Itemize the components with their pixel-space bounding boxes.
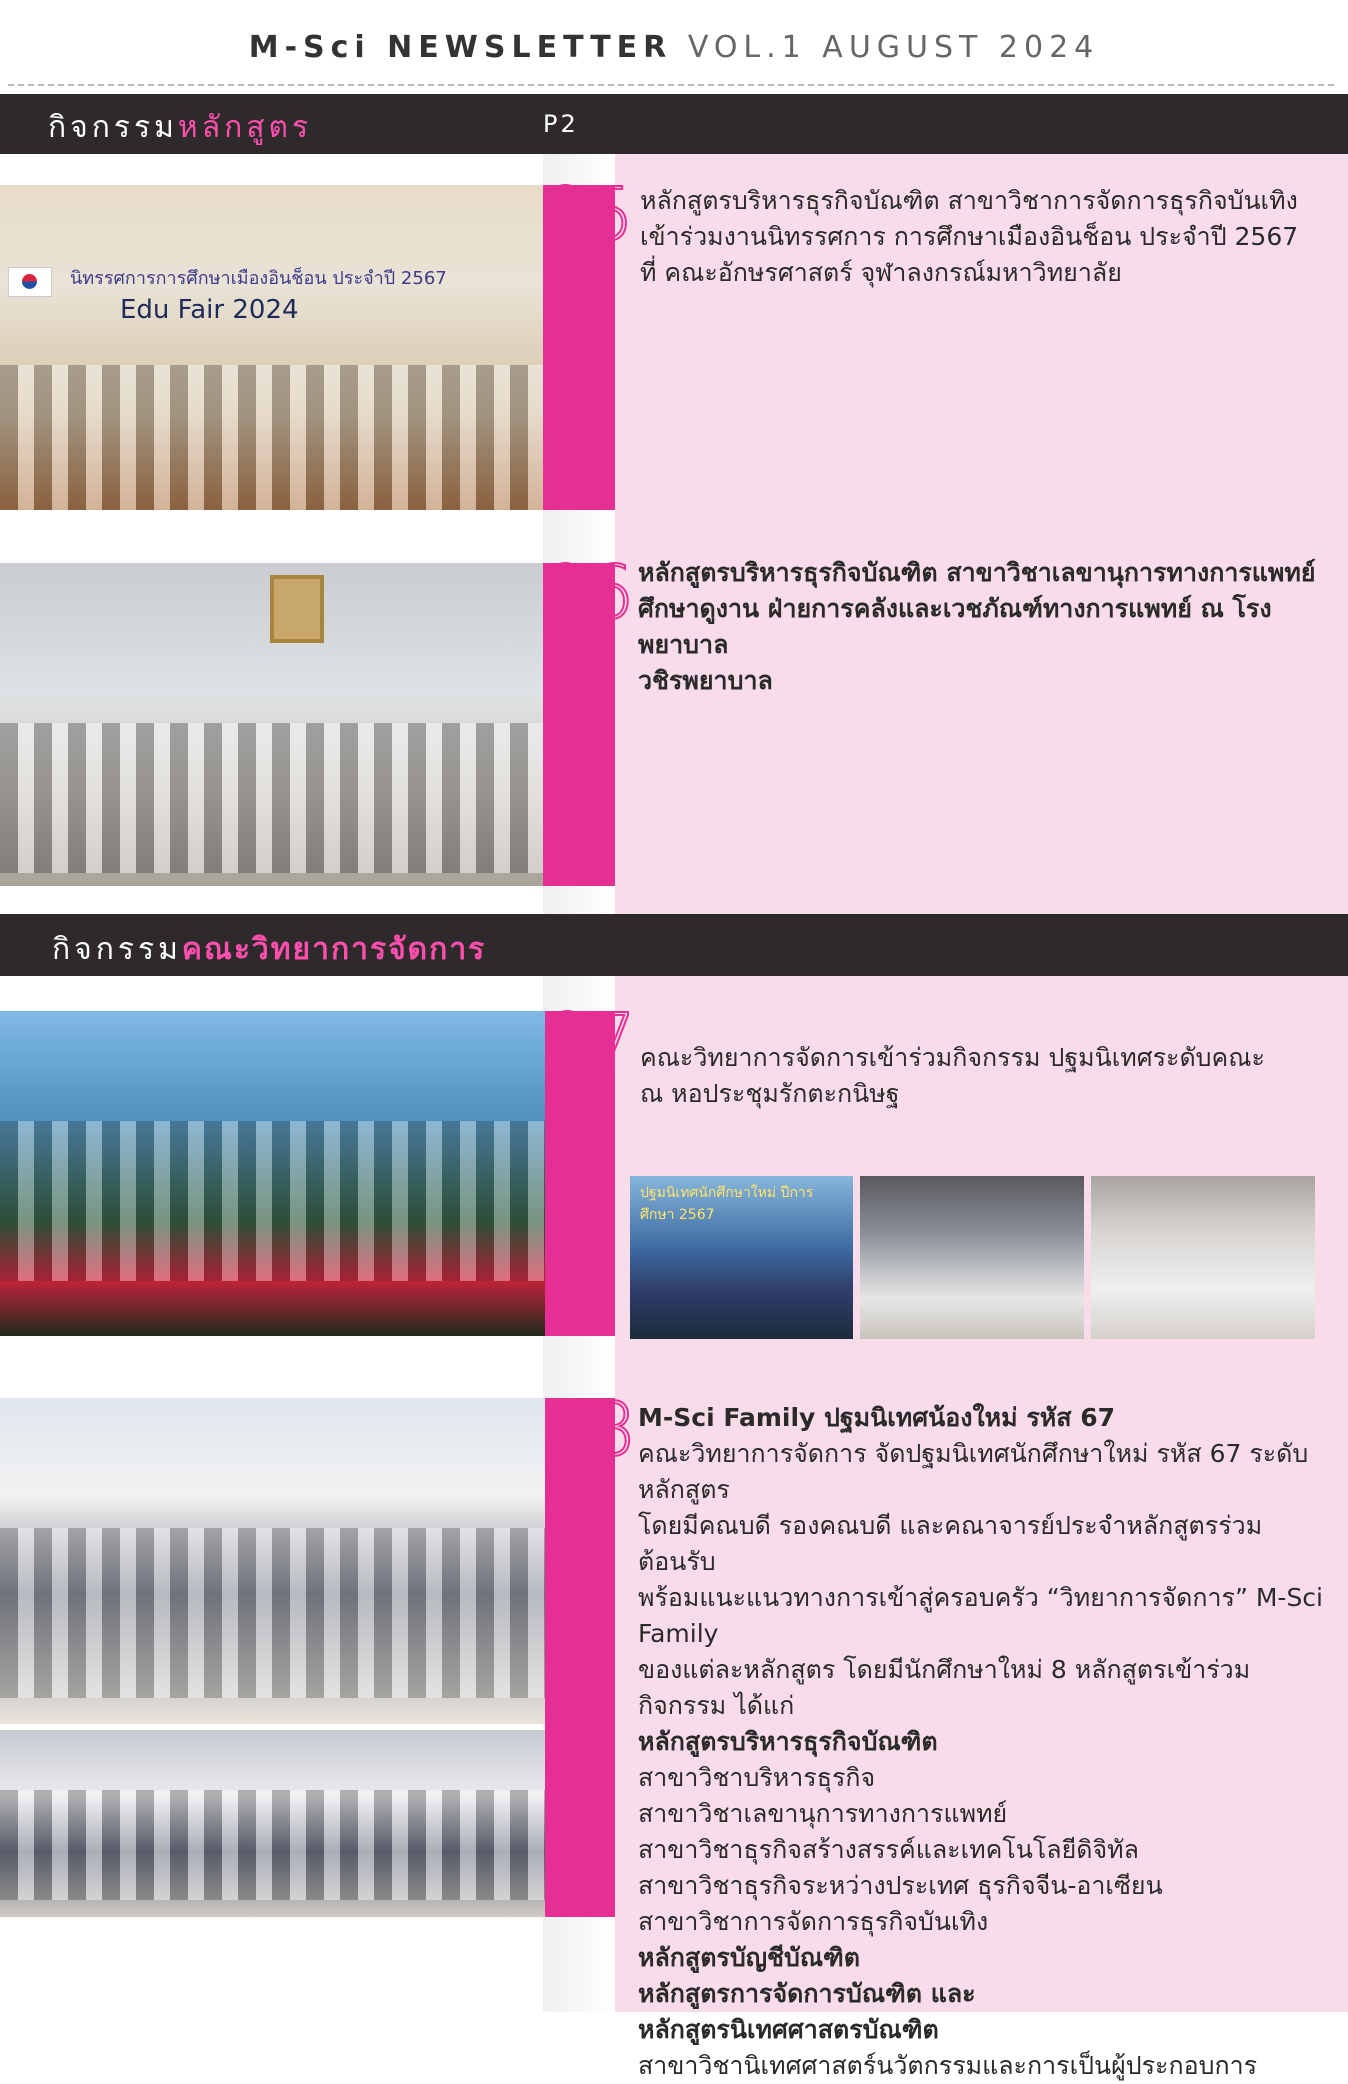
program-item: สาขาวิชานิเทศศาสตร์นวัตกรรมและการเป็นผู้ประกอบการ [638,2051,1258,2080]
item-05-line: เข้าร่วมงานนิทรรศการ การศึกษาเมืองอินช็อน ประจำปี 2567 [640,222,1299,251]
program-item: หลักสูตรนิเทศศาสตรบัณฑิต [638,2015,939,2044]
royal-portrait [270,575,324,643]
program-item: สาขาวิชาเลขานุการทางการแพทย์ [638,1799,1008,1828]
masthead [0,30,1348,65]
section-title-highlight: คณะวิทยาการจัดการ [181,932,487,967]
group-people [0,1121,545,1281]
program-item: หลักสูตรบัญชีบัณฑิต [638,1943,861,1972]
section-title-prefix: กิจกรรม [48,110,178,145]
item-06-text [638,555,1338,699]
thumb-orientation-stage [630,1176,853,1339]
program-item: สาขาวิชาบริหารธุรกิจ [638,1763,876,1792]
program-item: สาขาวิชาธุรกิจระหว่างประเทศ ธุรกิจจีน-อาเซียน [638,1871,1163,1900]
item-05-line: หลักสูตรบริหารธุรกิจบัณฑิต สาขาวิชาการจัดการธุรกิจบันเทิง [640,186,1298,215]
photo-banner-text: นิทรรศการการศึกษาเมืองอินช็อน ประจำปี 2567 [70,268,447,289]
photo-hospital-visit [0,563,543,886]
page-number: P2 [543,110,579,138]
newsletter-issue: VOL.1 AUGUST 2024 [687,30,1100,65]
program-item: สาขาวิชาการจัดการธุรกิจบันเทิง [638,1907,989,1936]
header-divider [8,84,1334,86]
item-06-line: ศึกษาดูงาน ฝ่ายการคลังและเวชภัณฑ์ทางการแพทย์ ณ โรงพยาบาล [638,594,1272,659]
item-08-line: พร้อมแนะแนวทางการเข้าสู่ครอบครัว “วิทยาการจัดการ” M-Sci Family [638,1583,1323,1648]
program-item: หลักสูตรบริหารธุรกิจบัณฑิต [638,1727,938,1756]
item-06-line: หลักสูตรบริหารธุรกิจบัณฑิต สาขาวิชาเลขานุการทางการแพทย์ [638,558,1316,587]
photo-msci-family-group [0,1398,545,1724]
group-people [0,1790,545,1900]
item-05-line: ที่ คณะอักษรศาสตร์ จุฬาลงกรณ์มหาวิทยาลัย [640,258,1122,287]
group-people [0,723,543,873]
item-08-text [638,1400,1338,2084]
item-08-heading: M-Sci Family ปฐมนิเทศน้องใหม่ รหัส 67 [638,1403,1115,1432]
item-07-line: ณ หอประชุมรักตะกนิษฐ [640,1079,900,1108]
thumb-caption: ปฐมนิเทศนักศึกษาใหม่ ปีการศึกษา 2567 [640,1185,814,1223]
item-05-text [640,183,1330,291]
thumb-students-seated [860,1176,1084,1339]
photo-edu-fair [0,185,543,510]
photo-banner-subtext: Edu Fair 2024 [120,295,299,325]
item-number-08: 08 [544,1387,635,1473]
item-number-07: 07 [544,998,635,1084]
program-item: หลักสูตรการจัดการบัณฑิต และ [638,1979,976,2008]
thumb-students-audience [1091,1176,1315,1339]
section-title-faculty [52,926,486,973]
program-item: สาขาวิชาธุรกิจสร้างสรรค์และเทคโนโลยีดิจิทัล [638,1835,1139,1864]
item-number-06: 06 [542,550,633,636]
item-08-line: โดยมีคณบดี รองคณบดี และคณาจารย์ประจำหลักสูตรร่วมต้อนรับ [638,1511,1263,1576]
group-people [0,365,543,510]
photo-msci-family-hall [0,1730,545,1917]
section-title-prefix: กิจกรรม [52,932,182,967]
section-title-highlight: หลักสูตร [177,110,313,145]
item-07-line: คณะวิทยาการจัดการเข้าร่วมกิจกรรม ปฐมนิเทศระดับคณะ [640,1043,1265,1072]
item-08-line: ของแต่ละหลักสูตร โดยมีนักศึกษาใหม่ 8 หลักสูตรเข้าร่วมกิจกรรม ได้แก่ [638,1655,1251,1720]
item-06-line: วชิรพยาบาล [638,666,773,695]
item-number-05: 05 [542,172,633,258]
newsletter-brand: M-Sci NEWSLETTER [248,30,673,65]
korea-flag-icon [8,267,52,297]
section-bar-curriculum [0,94,1348,154]
section-bar-faculty [0,914,1348,976]
photo-faculty-orientation-stage [0,1011,545,1336]
group-people [0,1528,545,1698]
section-title-curriculum [48,104,312,151]
item-08-line: คณะวิทยาการจัดการ จัดปฐมนิเทศนักศึกษาใหม่ รหัส 67 ระดับหลักสูตร [638,1439,1309,1504]
item-07-text [640,1040,1330,1112]
accent-strip-08 [545,1398,615,1917]
